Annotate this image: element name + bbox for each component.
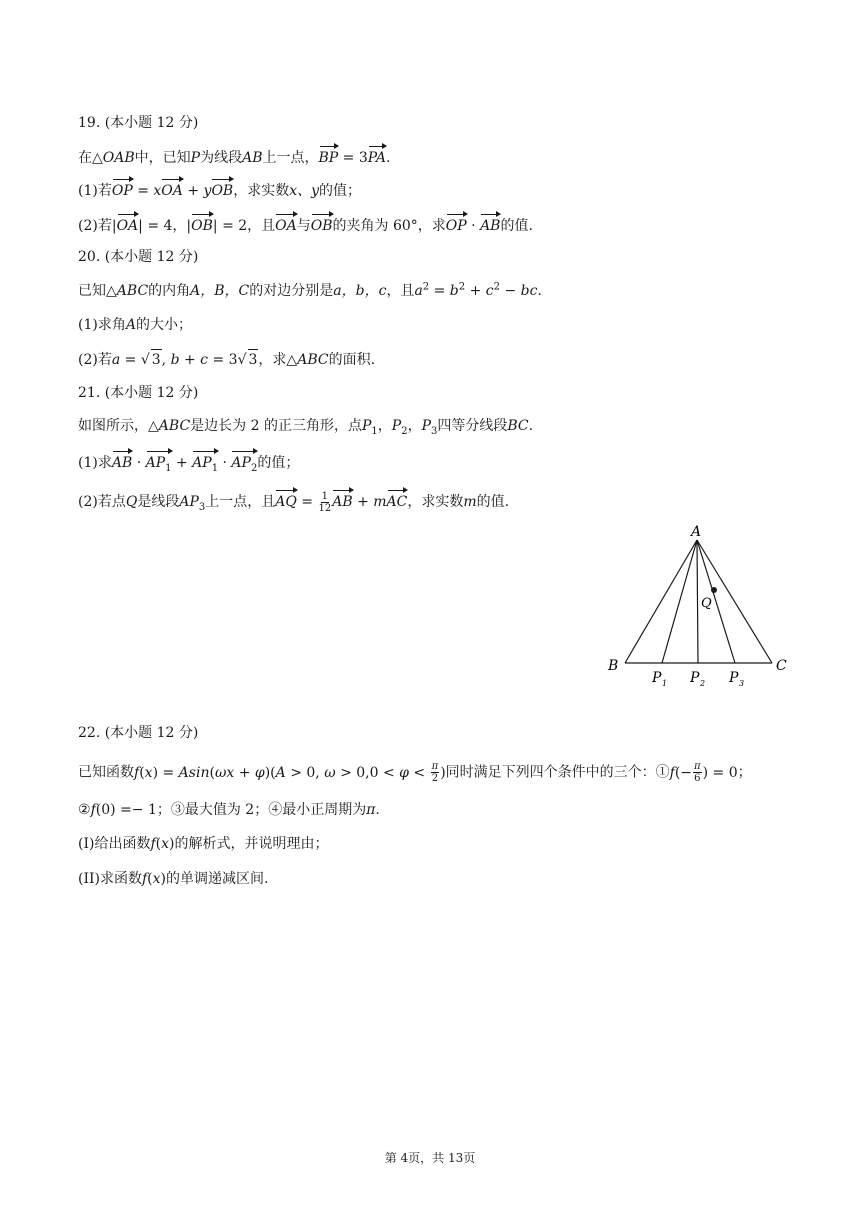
page-footer: 第 4页，共 13页 xyxy=(384,1151,476,1165)
label-q: Q xyxy=(701,596,712,611)
q21-stem: 如图所示，△ABC是边长为 2 的正三角形，点$P_1$，$P_2$，$P_3$四等分线段BC. xyxy=(78,418,534,437)
label-b: B xyxy=(608,658,619,674)
label-a: A xyxy=(691,524,702,540)
label-p1-sub: 1 xyxy=(662,679,668,688)
q21-part1: (1)求AB · $AP_1 + AP_1 \cdot AP_2$的值； xyxy=(78,450,299,473)
q19-stem: 在△OAB中，已知P为线段AB上一点，BP = 3PA. xyxy=(78,145,390,168)
q20-part1: (1)求角A的大小； xyxy=(78,317,192,333)
segment-ap2 xyxy=(697,540,698,663)
q20-stem: 已知△ABC的内角A，B，C的对边分别是a，b，c，且$a^2 = b^2 + c^2$ − bc. xyxy=(78,281,542,299)
q22-conditions: ②f(0) =− 1；③最大值为 2；④最小正周期为π. xyxy=(78,802,380,818)
label-p2-sub: 2 xyxy=(700,679,706,688)
point-q xyxy=(711,587,717,593)
label-c: C xyxy=(776,658,787,674)
q20-title: 20. (本小题 12 分) xyxy=(78,249,199,265)
q22-stem: 已知函数f(x) = Asin(ωx + φ)(A > 0, ω > 0,0 < φ < $\frac{\pi}{2}$ )同时满足下列四个条件中的三个：①f(− $\frac{\pi}{6}$ ) = 0； xyxy=(78,761,752,784)
label-p3-sub: 3 xyxy=(739,679,745,688)
q21-title: 21. (本小题 12 分) xyxy=(78,385,199,401)
q22-title: 22. (本小题 12 分) xyxy=(78,725,199,741)
q20-part2: (2)若a = √ 3, b + c = 3√ 3，求△ABC的面积. xyxy=(78,349,375,370)
q19-title: 19. (本小题 12 分) xyxy=(78,115,199,131)
label-p2: P xyxy=(690,670,700,686)
label-p1: P xyxy=(652,670,662,686)
q21-part2: (2)若点Q是线段$AP_3$上一点，且AQ = $\frac{1}{12}$ AB + mAC，求实数m的值. xyxy=(78,490,510,514)
q22-part2: (II)求函数f(x)的单调递减区间. xyxy=(78,871,269,887)
triangle-figure xyxy=(600,520,800,690)
segment-ap1 xyxy=(662,540,697,663)
q19-part1: (1)若OP = xOA + yOB，求实数x、y的值； xyxy=(78,178,361,201)
q22-part1: (I)给出函数f(x)的解析式，并说明理由； xyxy=(78,836,329,852)
label-p3: P xyxy=(729,670,739,686)
side-ab xyxy=(625,540,697,663)
q19-part2: (2)若|OA| = 4，|OB| = 2，且OA与OB的夹角为 60°，求OP · AB的值. xyxy=(78,213,533,236)
